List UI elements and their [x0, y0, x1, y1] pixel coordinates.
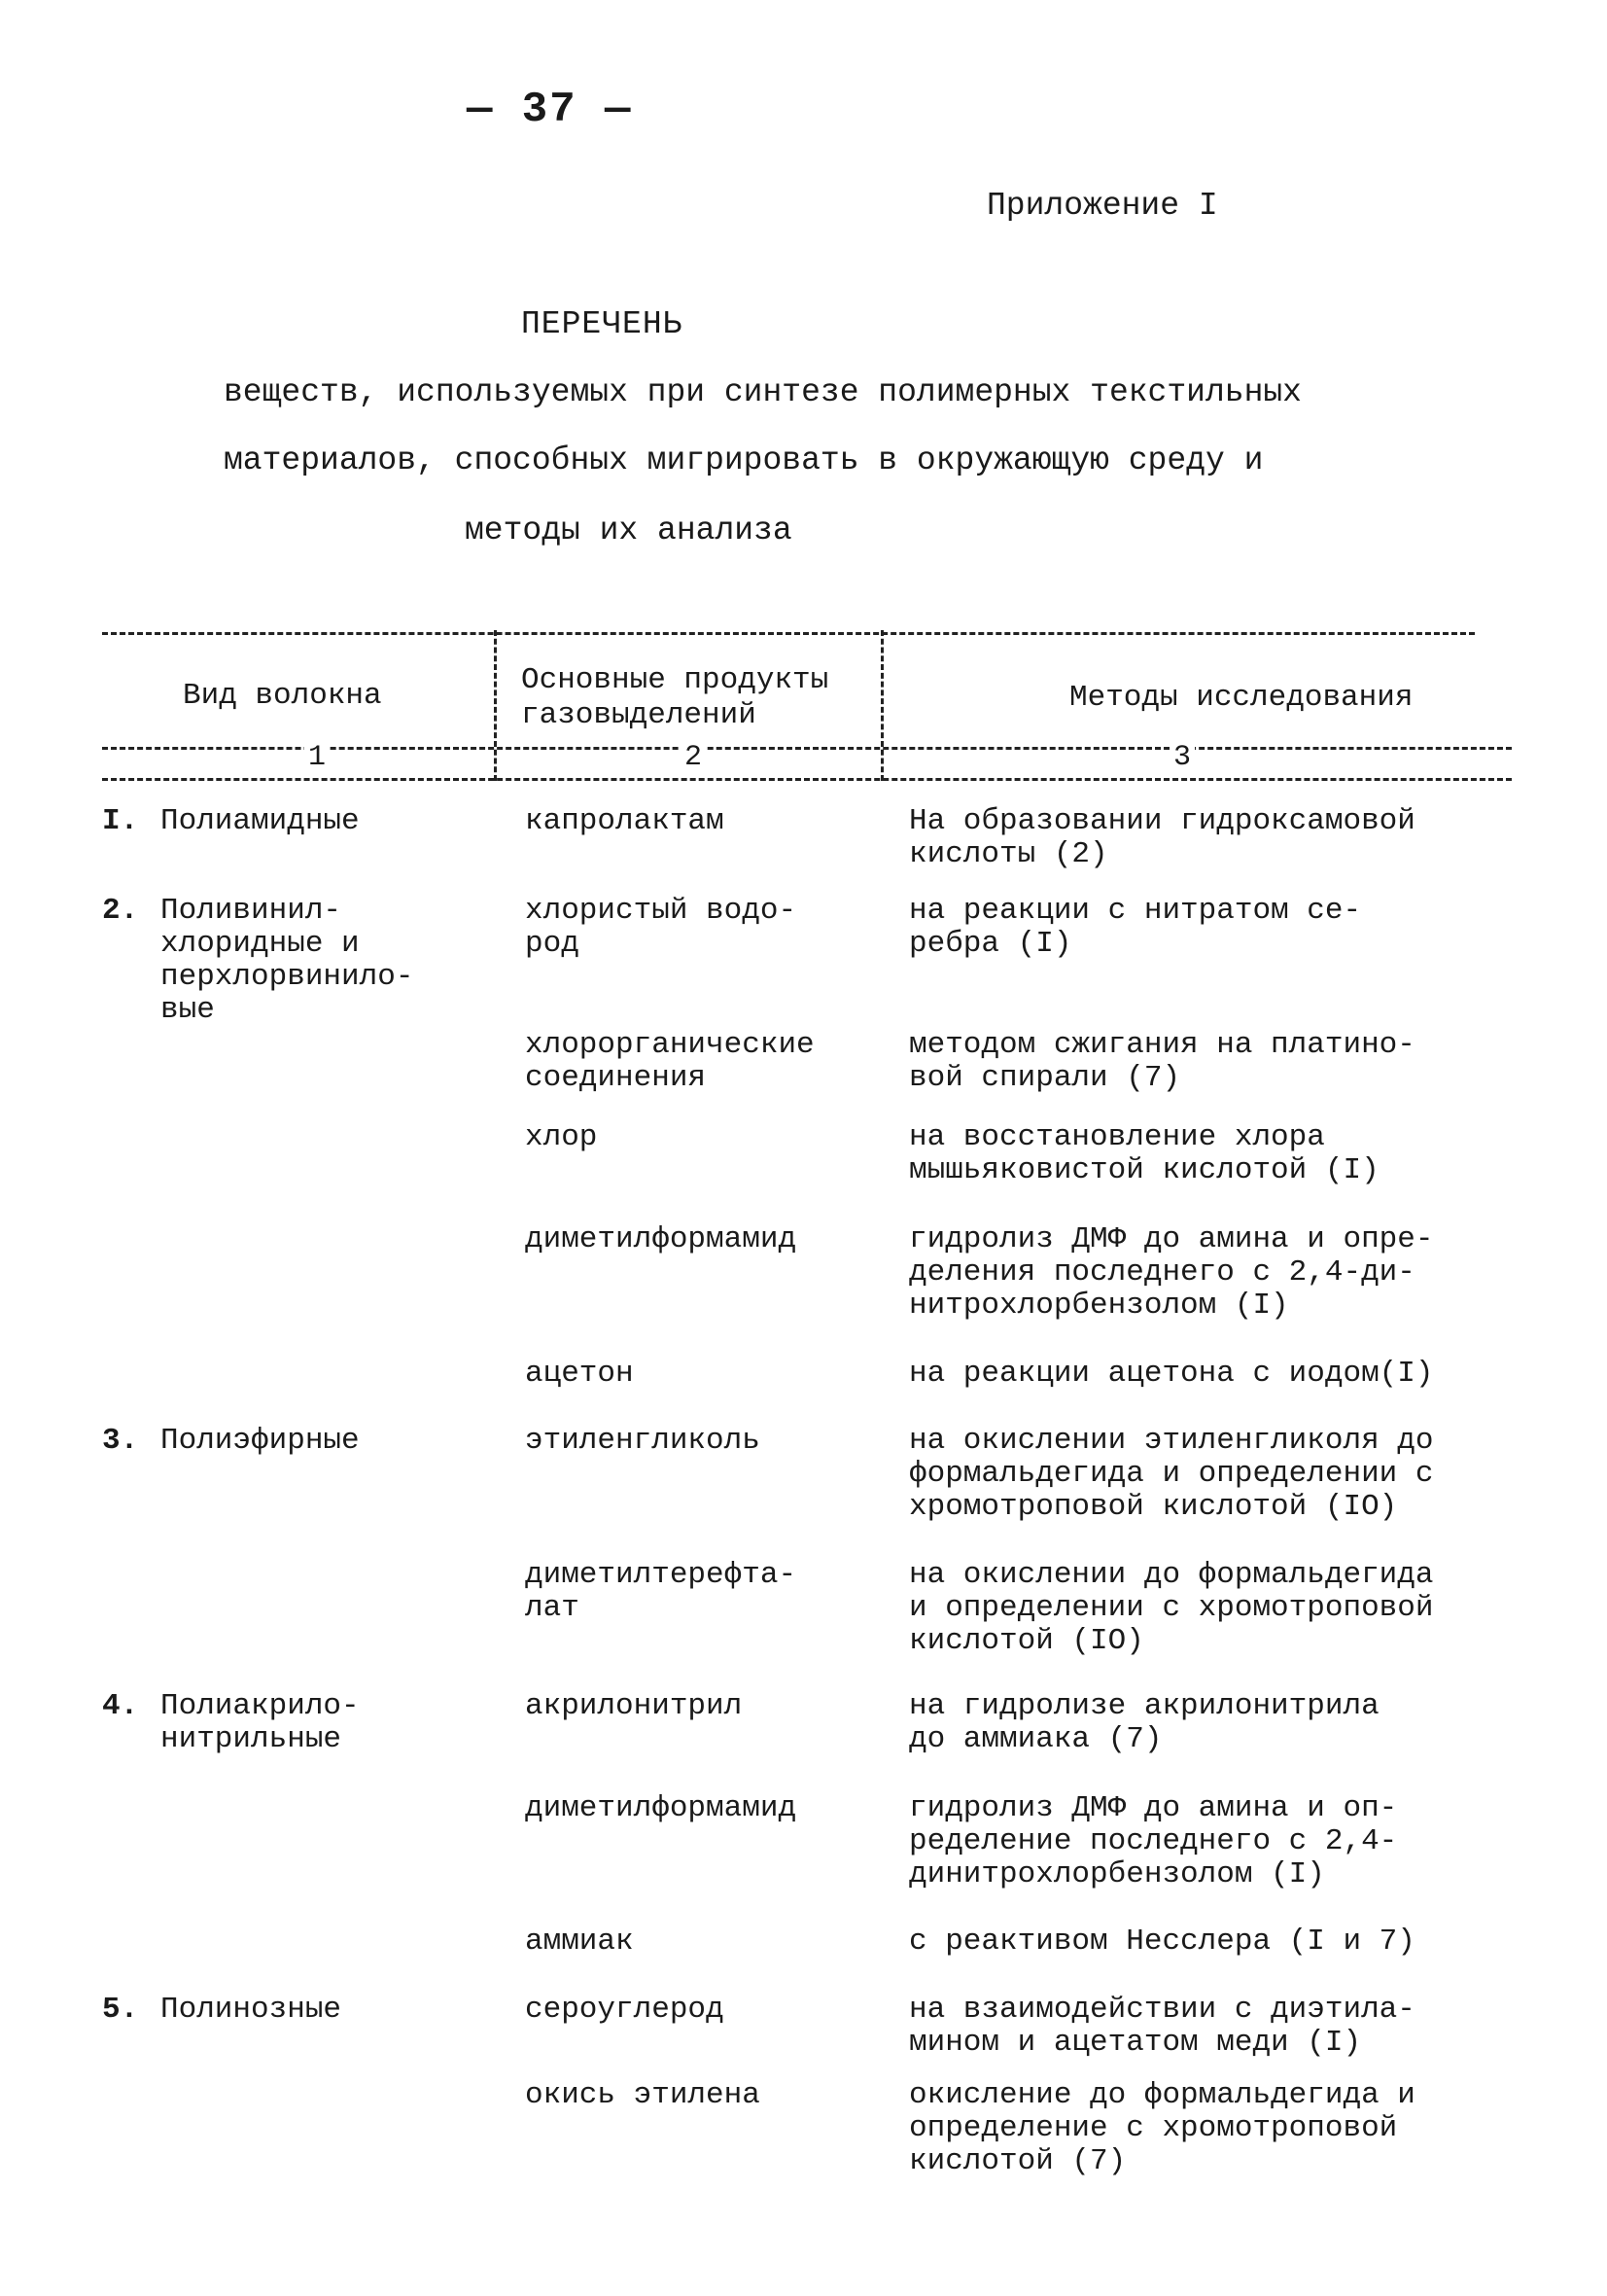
method-cell: на реакции с нитратом се- ребра (I)	[909, 894, 1362, 961]
method-cell: на восстановление хлора мышьяковистой кислотой (I)	[909, 1120, 1380, 1187]
fiber-type-cell	[102, 805, 472, 838]
fiber-name: Полинозные	[160, 1993, 342, 2027]
product-cell: хлористый водо- род	[525, 894, 797, 961]
method-cell: с реактивом Несслера (I и 7)	[909, 1925, 1415, 1959]
header-products: Основные продукты газовыделений	[521, 663, 829, 732]
fiber-type-cell	[102, 1425, 472, 1458]
fiber-number: 3.	[102, 1424, 139, 1458]
fiber-number: 5.	[102, 1993, 139, 2027]
product-cell: хлор	[525, 1120, 598, 1154]
column-number: 1	[304, 741, 330, 774]
method-cell: на гидролизе акрилонитрила до аммиака (7)	[909, 1689, 1380, 1756]
table-top-rule	[102, 632, 1475, 635]
product-cell: диметилтерефта- лат	[525, 1558, 797, 1625]
method-cell: гидролиз ДМФ до амина и опре- деления последнего с 2,4-ди- нитрохлорбензолом (I)	[909, 1222, 1434, 1323]
method-cell: на взаимодействии с диэтила- мином и ацетатом меди (I)	[909, 1993, 1415, 2060]
method-cell: на реакции ацетона с иодом(I)	[909, 1357, 1434, 1391]
column-separator	[494, 630, 497, 781]
subtitle-line-1: веществ, используемых при синтезе полимерных текстильных	[224, 374, 1302, 410]
product-cell: ацетон	[525, 1357, 634, 1391]
column-number: 2	[681, 741, 706, 774]
product-cell: капролактам	[525, 804, 724, 838]
fiber-name: Полиакрило- нитрильные	[160, 1689, 360, 1756]
header-methods: Методы исследования	[1069, 681, 1414, 715]
subtitle-line-2: материалов, способных мигрировать в окружающую среду и	[224, 442, 1264, 478]
document-title: ПЕРЕЧЕНЬ	[521, 306, 683, 342]
fiber-number: 4.	[102, 1689, 139, 1723]
product-cell: сероуглерод	[525, 1993, 724, 2027]
subtitle-line-3: методы их анализа	[465, 512, 792, 548]
fiber-name: Полиэфирные	[160, 1424, 360, 1458]
method-cell: методом сжигания на платино- вой спирали (7)	[909, 1028, 1415, 1095]
method-cell: на окислении этиленгликоля до формальдегида и определении с хромотроповой кислотой (IO)	[909, 1424, 1434, 1524]
method-cell: На образовании гидроксамовой кислоты (2)	[909, 804, 1415, 871]
method-cell: на окислении до формальдегида и определении с хромотроповой кислотой (IO)	[909, 1558, 1434, 1658]
fiber-type-cell	[102, 895, 472, 1027]
fiber-name: Поливинил- хлоридные и перхлорвинило- вые	[160, 894, 414, 1027]
product-cell: окись этилена	[525, 2078, 760, 2112]
fiber-number: I.	[102, 804, 139, 838]
header-rule	[102, 778, 1512, 781]
product-cell: диметилформамид	[525, 1222, 797, 1256]
appendix-label: Приложение I	[987, 188, 1218, 224]
product-cell: этиленгликоль	[525, 1424, 760, 1458]
fiber-number: 2.	[102, 894, 139, 928]
page-number: — 37 —	[467, 86, 633, 134]
fiber-type-cell	[102, 1690, 472, 1756]
header-fiber-type: Вид волокна	[183, 679, 382, 713]
product-cell: хлорорганические соединения	[525, 1028, 815, 1095]
product-cell: диметилформамид	[525, 1791, 797, 1825]
product-cell: аммиак	[525, 1925, 634, 1959]
fiber-name: Полиамидные	[160, 804, 360, 838]
product-cell: акрилонитрил	[525, 1689, 743, 1723]
column-number: 3	[1170, 741, 1195, 774]
column-separator	[881, 630, 884, 781]
fiber-type-cell	[102, 1994, 472, 2027]
method-cell: окисление до формальдегида и определение с хромотроповой кислотой (7)	[909, 2078, 1415, 2178]
method-cell: гидролиз ДМФ до амина и оп- ределение последнего с 2,4- динитрохлорбензолом (I)	[909, 1791, 1398, 1891]
